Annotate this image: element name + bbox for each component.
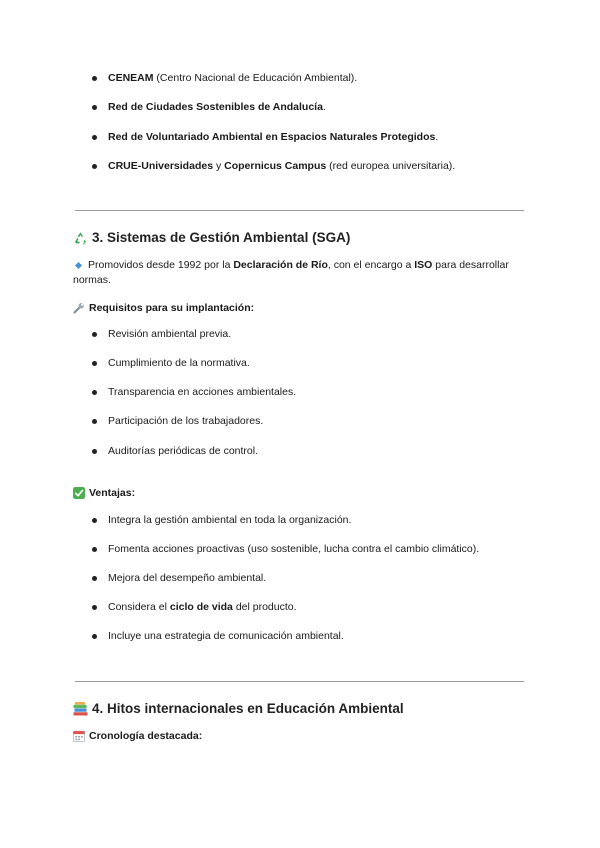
section-divider: [75, 681, 524, 682]
list-item: Incluye una estrategia de comunicación ambiental.: [108, 630, 344, 642]
list-item: Considera el ciclo de vida del producto.: [108, 601, 297, 613]
section-4-heading: 4. Hitos internacionales en Educación Ambiental: [73, 701, 404, 716]
list-item: Participación de los trabajadores.: [108, 415, 264, 427]
check-mark-icon: [73, 487, 85, 499]
wrench-icon: [73, 302, 85, 314]
list-item: Red de Voluntariado Ambiental en Espacios Naturales Protegidos.: [108, 131, 439, 143]
list-item: Transparencia en acciones ambientales.: [108, 386, 297, 398]
list-item: Auditorías periódicas de control.: [108, 445, 258, 457]
section-3-heading: 3. Sistemas de Gestión Ambiental (SGA): [73, 230, 350, 246]
recycle-icon: [73, 231, 88, 246]
list-item: Integra la gestión ambiental en toda la organización.: [108, 514, 352, 526]
list-item: CENEAM (Centro Nacional de Educación Ambiental).: [108, 72, 358, 84]
sga-intro-paragraph: Promovidos desde 1992 por la Declaración de Río, con el encargo a ISO para desarrollar normas.: [73, 259, 509, 286]
list-item: Fomenta acciones proactivas (uso sostenible, lucha contra el cambio climático).: [108, 543, 480, 555]
calendar-icon: [73, 730, 85, 742]
books-icon: [73, 702, 88, 716]
list-item: Revisión ambiental previa.: [108, 328, 232, 340]
ventajas-heading: Ventajas:: [73, 487, 135, 499]
requisitos-heading: Requisitos para su implantación:: [73, 302, 254, 314]
list-item: Red de Ciudades Sostenibles de Andalucía.: [108, 101, 326, 113]
list-item: CRUE-Universidades y Copernicus Campus (red europea universitaria).: [108, 160, 456, 172]
list-item: Cumplimiento de la normativa.: [108, 357, 250, 369]
section-divider: [75, 210, 524, 211]
list-item: Mejora del desempeño ambiental.: [108, 572, 267, 584]
cronologia-heading: Cronología destacada:: [73, 730, 202, 742]
small-blue-diamond-icon: [75, 262, 82, 269]
